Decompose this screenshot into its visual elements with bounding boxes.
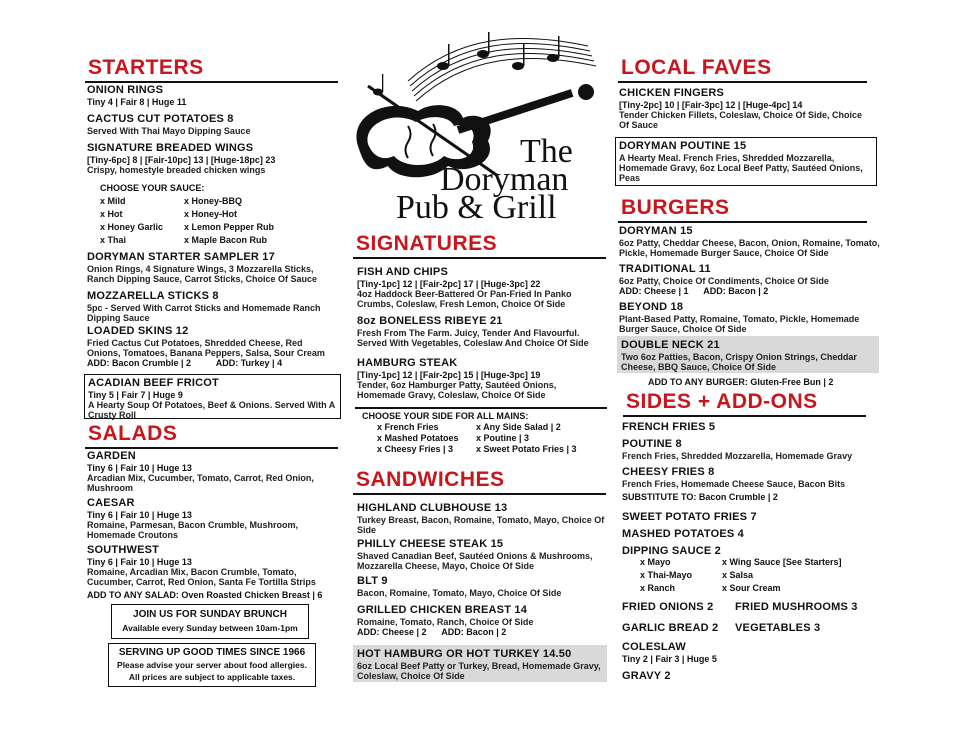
logo-violin-icon	[348, 26, 610, 222]
logo-the: The	[520, 133, 573, 170]
sauce-list-right	[184, 195, 274, 247]
item-name: COLESLAW	[622, 641, 686, 653]
item-name: CHEESY FRIES 8	[622, 466, 715, 478]
item-name: MASHED POTATOES 4	[622, 528, 744, 540]
item-desc: A Hearty Soup Of Potatoes, Beef & Onions. Served With A Crusty Roll	[88, 400, 335, 420]
signatures-title: SIGNATURES	[353, 232, 606, 259]
side-item: x Sweet Potato Fries | 3	[476, 444, 577, 454]
logo-doryman: Doryman	[440, 161, 569, 198]
caesar-salad	[87, 497, 337, 540]
item-desc: Two 6oz Patties, Bacon, Crispy Onion Strings, Cheddar Cheese, BBQ Sauce, Choice Of Side	[621, 352, 857, 372]
item-desc: Arcadian Mix, Cucumber, Tomato, Carrot, Red Onion, Mushroom	[87, 473, 314, 493]
local-faves-title: LOCAL FAVES	[618, 56, 867, 83]
since-line1: Please advise your server about food allergies.	[117, 660, 307, 670]
item-name: CACTUS CUT POTATOES 8	[87, 113, 234, 125]
item-desc: Onion Rings, 4 Signature Wings, 3 Mozzarella Sticks, Ranch Dipping Sauce, Carrot Sticks, Choice Of Sauce	[87, 264, 318, 284]
side-item: x Mashed Potatoes	[377, 433, 459, 443]
sauce-item: x Honey Garlic	[100, 222, 164, 232]
cactus-cut-potatoes	[87, 113, 337, 136]
sauce-item: x Honey-Hot	[184, 209, 238, 219]
item-add: ADD: Bacon Crumble | 2 ADD: Turkey | 4	[87, 358, 283, 368]
item-name: BLT 9	[357, 575, 388, 587]
french-fries	[622, 421, 715, 434]
blt	[357, 575, 607, 598]
item-name: VEGETABLES 3	[735, 622, 821, 634]
onion-rings	[87, 84, 337, 107]
sauce-item: x Honey-BBQ	[184, 196, 243, 206]
item-name: SWEET POTATO FRIES 7	[622, 511, 757, 523]
item-desc: Tender, 6oz Hamburger Patty, Sautéed Onions, Homemade Gravy, Coleslaw, Choice Of Side	[357, 380, 557, 400]
salad-add: ADD TO ANY SALAD: Oven Roasted Chicken Breast | 6	[87, 590, 323, 600]
hot-hamburg-turkey	[357, 648, 607, 681]
item-name: GARDEN	[87, 450, 136, 462]
item-sizes: Tiny 2 | Fair 3 | Huge 5	[622, 654, 717, 664]
dip-item: x Sour Cream	[722, 583, 781, 593]
item-name: PHILLY CHEESE STEAK 15	[357, 538, 504, 550]
mashed-potatoes	[622, 528, 744, 541]
item-sizes: Tiny 4 | Fair 8 | Huge 11	[87, 97, 187, 107]
sauce-item: x Maple Bacon Rub	[184, 235, 268, 245]
item-desc: Fresh From The Farm. Juicy, Tender And Flavourful. Served With Vegetables, Coleslaw And Choice Of Side	[357, 328, 589, 348]
item-sizes: [Tiny-1pc] 12 | [Fair-2pc] 15 | [Huge-3pc] 19	[357, 370, 541, 380]
since-box	[108, 643, 316, 687]
item-sizes: Tiny 6 | Fair 10 | Huge 13	[87, 510, 192, 520]
item-desc: 6oz Patty, Choice Of Condiments, Choice Of Side	[619, 276, 829, 286]
vegetables	[735, 622, 820, 635]
side-list-left	[377, 422, 459, 455]
item-add: ADD: Cheese | 2 ADD: Bacon | 2	[357, 627, 507, 637]
sweet-potato-fries	[622, 511, 757, 524]
item-desc: Bacon, Romaine, Tomato, Mayo, Choice Of Side	[357, 588, 562, 598]
burgers-title: BURGERS	[618, 196, 867, 223]
acadian-beef-fricot	[88, 377, 338, 420]
item-name: BEYOND 18	[619, 301, 684, 313]
sandwiches-title: SANDWICHES	[353, 468, 606, 495]
beyond-burger	[619, 301, 881, 334]
item-desc: Plant-Based Patty, Romaine, Tomato, Pickle, Homemade Burger Sauce, Choice Of Side	[619, 314, 860, 334]
item-sub: SUBSTITUTE TO: Bacon Crumble | 2	[622, 492, 778, 502]
item-name: DORYMAN 15	[619, 225, 693, 237]
since-line2: All prices are subject to applicable taxes.	[128, 672, 296, 682]
loaded-skins	[87, 325, 337, 368]
item-sizes: [Tiny-2pc] 10 | [Fair-3pc] 12 | [Huge-4pc] 14	[619, 100, 803, 110]
dip-list-left	[640, 556, 692, 595]
item-sizes: Tiny 5 | Fair 7 | Huge 9	[88, 390, 183, 400]
sauce-item: x Lemon Pepper Rub	[184, 222, 275, 232]
fish-and-chips	[357, 266, 607, 309]
item-desc: Fried Cactus Cut Potatoes, Shredded Cheese, Red Onions, Tomatoes, Banana Peppers, Salsa, Sour Cream	[87, 338, 325, 358]
item-name: TRADITIONAL 11	[619, 263, 711, 275]
item-name: SIGNATURE BREADED WINGS	[87, 142, 254, 154]
hamburg-steak	[357, 357, 607, 400]
dip-item: x Ranch	[640, 583, 676, 593]
dip-item: x Salsa	[722, 570, 754, 580]
item-name: LOADED SKINS 12	[87, 325, 189, 337]
item-sizes: Tiny 6 | Fair 10 | Huge 13	[87, 557, 192, 567]
doryman-poutine	[619, 140, 874, 183]
chicken-fingers	[619, 87, 874, 130]
item-sizes: [Tiny-1pc] 12 | [Fair-2pc] 17 | [Huge-3pc] 22	[357, 279, 541, 289]
fried-mushrooms	[735, 601, 858, 614]
item-add: ADD: Cheese | 1 ADD: Bacon | 2	[619, 286, 769, 296]
side-list-right	[476, 422, 577, 455]
item-name: MOZZARELLA STICKS 8	[87, 290, 219, 302]
item-name: FISH AND CHIPS	[357, 266, 449, 278]
item-name: GARLIC BREAD 2	[622, 622, 719, 634]
poutine-side	[622, 438, 882, 461]
philly-cheese-steak	[357, 538, 607, 571]
item-name: 8oz BONELESS RIBEYE 21	[357, 315, 503, 327]
mozzarella-sticks	[87, 290, 337, 323]
item-name: HOT HAMBURG OR HOT TURKEY 14.50	[357, 648, 572, 660]
item-sizes: Tiny 6 | Fair 10 | Huge 13	[87, 463, 192, 473]
item-desc: 6oz Patty, Cheddar Cheese, Bacon, Onion, Romaine, Tomato, Pickle, Homemade Burger Sauce, Choice Of Side	[619, 238, 880, 258]
item-name: CAESAR	[87, 497, 135, 509]
side-item: x Cheesy Fries | 3	[377, 444, 454, 454]
item-sizes: [Tiny-6pc] 8 | [Fair-10pc] 13 | [Huge-18pc] 23	[87, 155, 276, 165]
salads-title: SALADS	[85, 422, 338, 449]
sauce-item: x Thai	[100, 235, 127, 245]
side-item: x Poutine | 3	[476, 433, 530, 443]
item-desc: 5pc - Served With Carrot Sticks and Homemade Ranch Dipping Sauce	[87, 303, 321, 323]
garden-salad	[87, 450, 337, 493]
logo-pub-grill: Pub & Grill	[396, 189, 557, 222]
item-name: DORYMAN POUTINE 15	[619, 140, 747, 152]
item-desc: Romaine, Parmesan, Bacon Crumble, Mushroom, Homemade Croutons	[87, 520, 299, 540]
item-name: DIPPING SAUCE 2	[622, 545, 721, 557]
double-neck-burger	[621, 339, 879, 372]
item-name: ACADIAN BEEF FRICOT	[88, 377, 219, 389]
sauce-list-left	[100, 195, 163, 247]
divider	[355, 407, 607, 409]
sauce-item: x Mild	[100, 196, 126, 206]
item-name: FRIED MUSHROOMS 3	[735, 601, 858, 613]
boneless-ribeye	[357, 315, 607, 348]
item-desc: French Fries, Homemade Cheese Sauce, Bacon Bits	[622, 479, 846, 489]
item-desc: Served With Thai Mayo Dipping Sauce	[87, 126, 251, 136]
coleslaw	[622, 641, 822, 664]
side-item: x French Fries	[377, 422, 439, 432]
dip-item: x Thai-Mayo	[640, 570, 693, 580]
item-name: GRILLED CHICKEN BREAST 14	[357, 604, 528, 616]
item-name: HIGHLAND CLUBHOUSE 13	[357, 502, 508, 514]
item-desc: 6oz Local Beef Patty or Turkey, Bread, Homemade Gravy, Coleslaw, Choice Of Side	[357, 661, 601, 681]
dip-item: x Mayo	[640, 557, 671, 567]
item-name: FRENCH FRIES 5	[622, 421, 716, 433]
dip-item: x Wing Sauce [See Starters]	[722, 557, 842, 567]
item-name: ONION RINGS	[87, 84, 164, 96]
cheesy-fries	[622, 466, 882, 502]
fried-onions	[622, 601, 713, 614]
highland-clubhouse	[357, 502, 607, 535]
item-name: DORYMAN STARTER SAMPLER 17	[87, 251, 275, 263]
starter-sampler	[87, 251, 337, 284]
sauce-item: x Hot	[100, 209, 123, 219]
doryman-burger	[619, 225, 881, 258]
item-desc: Romaine, Arcadian Mix, Bacon Crumble, Tomato, Cucumber, Carrot, Red Onion, Santa Fe Tortilla Strips	[87, 567, 316, 587]
traditional-burger	[619, 263, 881, 296]
item-desc: Shaved Canadian Beef, Sautéed Onions & Mushrooms, Mozzarella Cheese, Mayo, Choice Of Side	[357, 551, 593, 571]
item-desc: Turkey Breast, Bacon, Romaine, Tomato, Mayo, Choice Of Side	[357, 515, 605, 535]
item-desc: French Fries, Shredded Mozzarella, Homemade Gravy	[622, 451, 853, 461]
item-name: SOUTHWEST	[87, 544, 160, 556]
sauce-title: CHOOSE YOUR SAUCE:	[100, 183, 205, 193]
dip-list-right	[722, 556, 841, 595]
starters-title: STARTERS	[85, 56, 338, 83]
item-desc: Tender Chicken Fillets, Coleslaw, Choice Of Side, Choice Of Sauce	[619, 110, 863, 130]
brunch-title: JOIN US FOR SUNDAY BRUNCH	[133, 609, 287, 620]
item-desc: A Hearty Meal. French Fries, Shredded Mozzarella, Homemade Gravy, 6oz Local Beef Patty, Sautéed Onions, Peas	[619, 153, 863, 183]
item-desc: Romaine, Tomato, Ranch, Choice Of Side	[357, 617, 534, 627]
grilled-chicken-breast	[357, 604, 607, 637]
side-item: x Any Side Salad | 2	[476, 422, 561, 432]
since-title: SERVING UP GOOD TIMES SINCE 1966	[118, 647, 306, 658]
southwest-salad	[87, 544, 337, 587]
side-title: CHOOSE YOUR SIDE FOR ALL MAINS:	[362, 411, 529, 421]
brunch-sub: Available every Sunday between 10am-1pm	[122, 623, 298, 633]
item-name: DOUBLE NECK 21	[621, 339, 720, 351]
item-name: FRIED ONIONS 2	[622, 601, 714, 613]
brunch-box	[111, 604, 309, 639]
sides-title: SIDES + ADD-ONS	[623, 390, 866, 417]
garlic-bread	[622, 622, 718, 635]
burger-add: ADD TO ANY BURGER: Gluten-Free Bun | 2	[648, 377, 834, 387]
item-name: HAMBURG STEAK	[357, 357, 458, 369]
item-name: CHICKEN FINGERS	[619, 87, 725, 99]
gravy	[622, 670, 671, 683]
item-name: GRAVY 2	[622, 670, 671, 682]
signature-wings	[87, 142, 337, 175]
item-desc: 4oz Haddock Beer-Battered Or Pan-Fried In Panko Crumbs, Coleslaw, Fresh Lemon, Choice Of Side	[357, 289, 572, 309]
item-name: POUTINE 8	[622, 438, 682, 450]
item-desc: Crispy, homestyle breaded chicken wings	[87, 165, 266, 175]
